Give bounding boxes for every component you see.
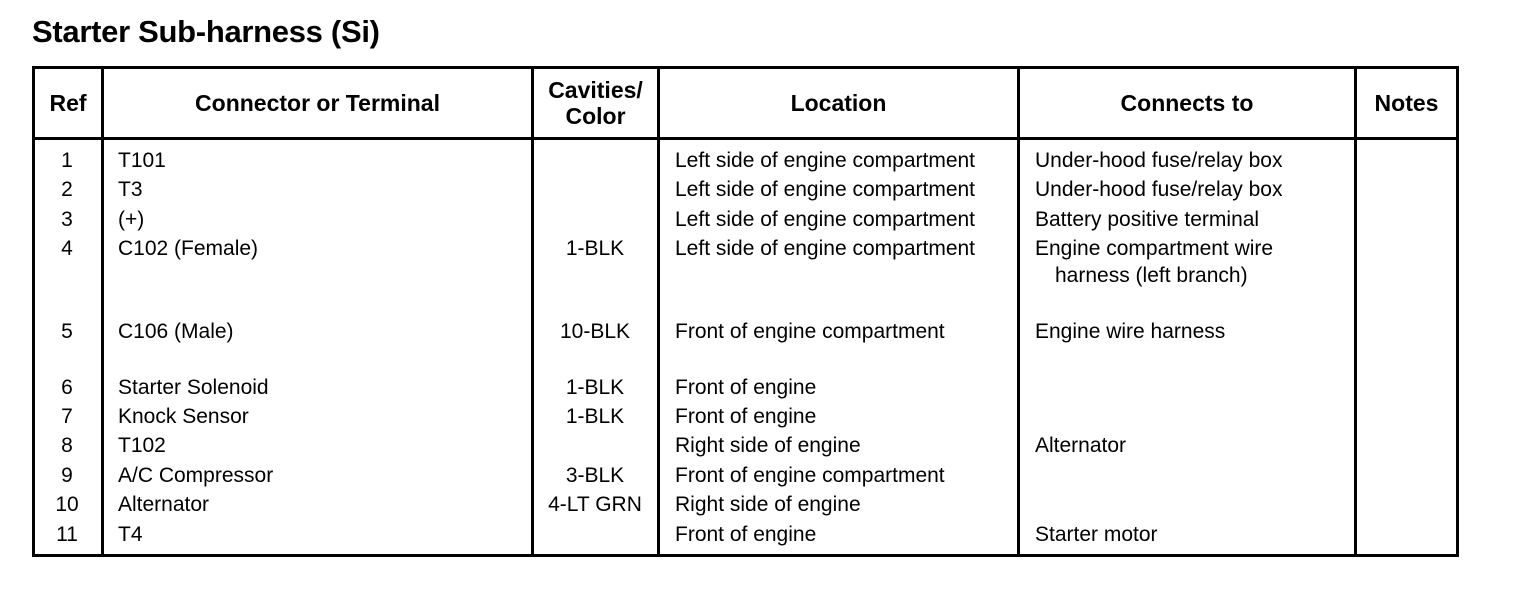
header-divider [32,137,1459,140]
cell-location: Front of engine [675,405,817,428]
cell-location: Front of engine compartment [675,320,945,343]
cell-connector: T4 [118,523,143,546]
cell-location: Right side of engine [675,434,861,457]
cell-connector: Alternator [118,493,210,516]
cell-ref: 8 [61,434,73,457]
cell-ref: 5 [61,320,73,343]
header-connector: Connector or Terminal [195,90,440,116]
cell-connector: C102 (Female) [118,237,259,260]
cell-connector: T101 [118,149,166,172]
cell-connector: (+) [118,208,145,231]
cell-connects-to [1035,235,1273,289]
cell-location: Left side of engine compartment [675,237,976,260]
cell-cavities: 3-BLK [565,464,625,487]
header-location: Location [790,90,887,116]
header-cavities [534,69,657,137]
header-cavities-line2: Color [565,103,626,129]
cell-connects-to: Engine wire harness [1035,320,1226,343]
cell-ref: 2 [61,178,73,201]
cell-cavities: 1-BLK [565,237,625,260]
cell-connects-to: Alternator [1035,434,1127,457]
cell-cavities: 4-LT GRN [548,493,642,516]
cell-connector: A/C Compressor [118,464,274,487]
cell-connects-to: Under-hood fuse/relay box [1035,149,1283,172]
cell-ref: 4 [61,237,73,260]
cell-location: Left side of engine compartment [675,149,976,172]
cell-cavities: 1-BLK [565,405,625,428]
cell-cavities: 1-BLK [565,376,625,399]
cell-connector: T102 [118,434,166,457]
cell-connects-to: Under-hood fuse/relay box [1035,178,1283,201]
header-ref: Ref [49,90,87,116]
cell-location: Front of engine compartment [675,464,945,487]
header-cavities-line1: Cavities/ [548,77,643,103]
cell-ref: 1 [61,149,73,172]
header-connects-to: Connects to [1120,90,1254,116]
cell-connector: Knock Sensor [118,405,249,428]
cell-ref: 10 [55,493,79,516]
cell-ref: 3 [61,208,73,231]
cell-location: Front of engine [675,376,817,399]
cell-ref: 6 [61,376,73,399]
cell-location: Right side of engine [675,493,861,516]
cell-ref: 11 [56,523,78,546]
cell-connects-to-line2: harness (left branch) [1055,264,1248,287]
cell-connector: T3 [118,178,143,201]
page-title: Starter Sub-harness (Si) [32,14,380,49]
cell-connector: Starter Solenoid [118,376,269,399]
cell-ref: 7 [61,405,73,428]
cell-location: Left side of engine compartment [675,178,976,201]
cell-location: Left side of engine compartment [675,208,976,231]
header-notes: Notes [1374,90,1439,116]
cell-connects-to: Starter motor [1035,523,1158,546]
cell-ref: 9 [61,464,73,487]
cell-connects-to: Battery positive terminal [1035,208,1260,231]
cell-connects-to-line1: Engine compartment wire [1035,237,1274,260]
cell-cavities: 10-BLK [559,320,631,343]
cell-location: Front of engine [675,523,817,546]
cell-connector: C106 (Male) [118,320,234,343]
